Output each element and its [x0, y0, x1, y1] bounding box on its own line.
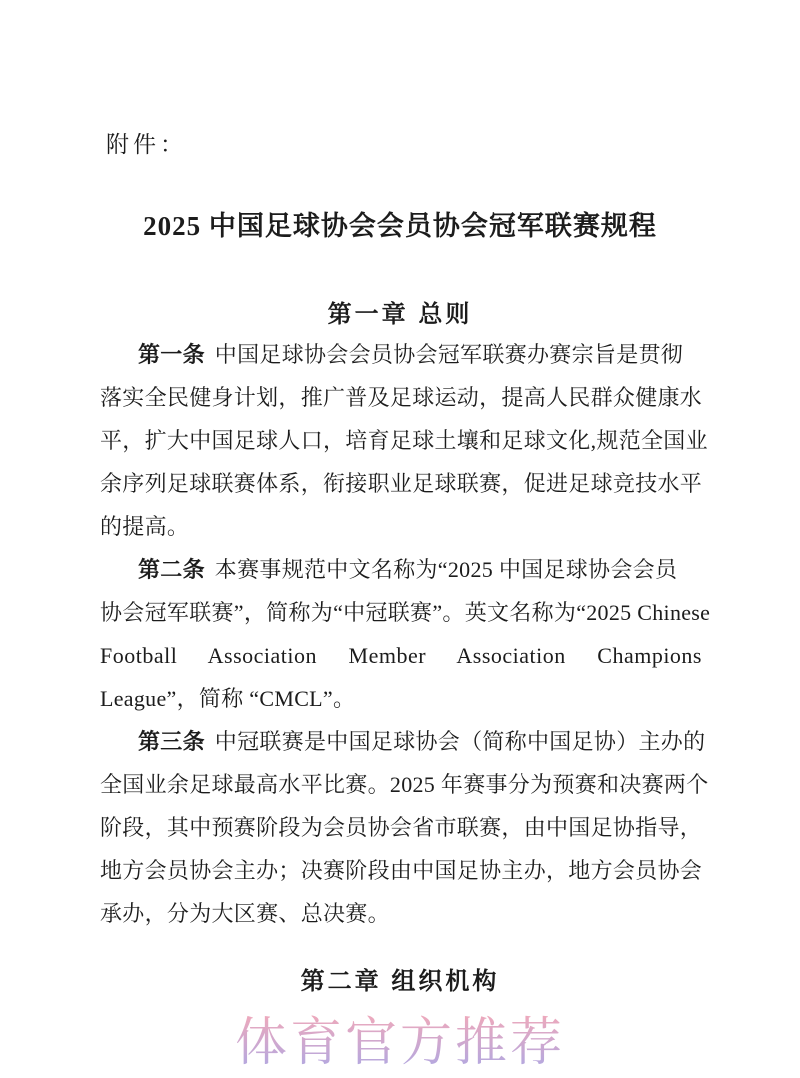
article-3-line-1: [100, 720, 706, 763]
document-body: [100, 333, 711, 935]
article-1-line-2: 落实全民健身计划，推广普及足球运动，提高人民群众健康水: [100, 385, 703, 410]
article-2-line-4: League”，简称 “CMCL”。: [100, 686, 356, 711]
watermark-text: 体育官方推荐: [0, 1000, 800, 1075]
article-3-line-4: 地方会员协会主办；决赛阶段由中国足协主办，地方会员协会: [100, 858, 703, 883]
article-2-text: 本赛事规范中文名称为“2025 中国足球协会会员: [214, 557, 678, 582]
article-1-text: 中国足球协会会员协会冠军联赛办赛宗旨是贯彻: [214, 342, 684, 367]
article-3-label: 第三条: [138, 729, 205, 754]
article-1-line-3: 平，扩大中国足球人口，培育足球土壤和足球文化,规范全国业: [100, 428, 708, 453]
attachment-label: 附件：: [106, 132, 187, 157]
article-2-label: 第二条: [138, 557, 205, 582]
document-title: 2025 中国足球协会会员协会冠军联赛规程: [143, 211, 657, 241]
article-1-line-4: 余序列足球联赛体系，衔接职业足球联赛，促进足球竞技水平: [100, 471, 703, 496]
article-3-line-2: 全国业余足球最高水平比赛。2025 年赛事分为预赛和决赛两个: [100, 772, 709, 797]
chapter-1-heading: 第一章 总则: [327, 301, 473, 328]
article-2-line-3: Football Association Member Association Champions: [100, 643, 702, 668]
article-1-label: 第一条: [138, 342, 205, 367]
article-3-text: 中冠联赛是中国足球协会（简称中国足协）主办的: [214, 729, 706, 754]
article-3-line-5: 承办，分为大区赛、总决赛。: [100, 901, 390, 926]
article-2-line-2: 协会冠军联赛”，简称为“中冠联赛”。英文名称为“2025 Chinese: [100, 600, 711, 625]
article-2-line-1: [100, 548, 702, 591]
article-1-line-5: 的提高。: [100, 514, 190, 539]
article-1-line-1: [100, 333, 702, 376]
article-3-line-3: 阶段，其中预赛阶段为会员协会省市联赛，由中国足协指导，: [100, 815, 703, 840]
chapter-2-heading: 第二章 组织机构: [300, 968, 500, 995]
